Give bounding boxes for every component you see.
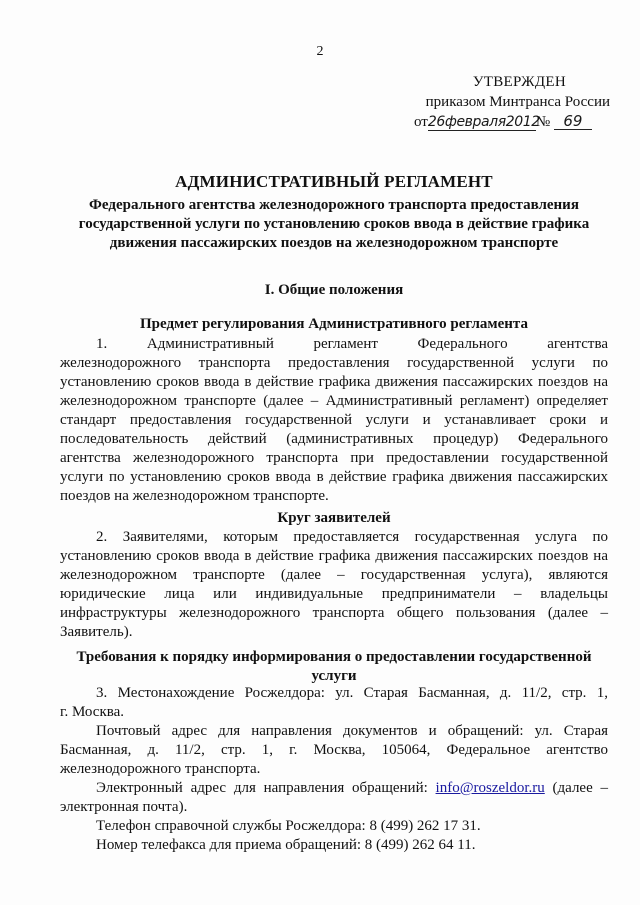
document-title <box>60 172 608 253</box>
paragraph-line: 3. Местонахождение Росжелдора: ул. Старая Басманная, д. 11/2, стр. 1, <box>96 685 608 701</box>
paragraph-line: стандарт предоставления государственной услуги и устанавливает сроки и <box>60 412 608 428</box>
postal-address <box>60 722 608 779</box>
paragraph-line: последовательность действий (административных процедур) Федерального <box>60 431 608 447</box>
paragraph-line: услуги по установлению сроков ввода в действие графика движения пассажирских <box>60 469 608 485</box>
email-line <box>60 779 608 798</box>
title-sub-line: движения пассажирских поездов на железнодорожном транспорте <box>109 235 559 251</box>
paragraph-line: установлению сроков ввода в действие графика движения пассажирских поездов на <box>60 548 608 564</box>
email-link[interactable]: info@roszeldor.ru <box>435 780 545 796</box>
email-paragraph <box>60 779 608 817</box>
paragraph-line: установлению сроков ввода в действие графика движения пассажирских поездов на <box>60 374 608 390</box>
fax-line: Номер телефакса для приема обращений: 8 (499) 262 64 11. <box>96 837 476 853</box>
approved-label: УТВЕРЖДЕН <box>472 74 566 90</box>
title-main: АДМИНИСТРАТИВНЫЙ РЕГЛАМЕНТ <box>175 172 493 191</box>
paragraph-line: г. Москва. <box>60 704 125 720</box>
paragraph-line: 1. Административный регламент Федерального агентства <box>96 336 608 352</box>
paragraph-line: Заявитель). <box>60 624 133 640</box>
paragraph-line: железнодорожного транспорта предоставления государственной услуги по <box>60 355 608 371</box>
title-sub-line: Федерального агентства железнодорожного транспорта предоставления <box>89 197 579 213</box>
fax-paragraph <box>60 836 608 855</box>
paragraph-line: электронная почта). <box>60 799 188 815</box>
paragraph-1 <box>60 335 608 506</box>
paragraph-line: железнодорожного транспорта. <box>60 761 261 777</box>
handwritten-number: 69 <box>554 113 592 130</box>
paragraph-2 <box>60 528 608 642</box>
paragraph-line: агентства железнодорожного транспорта при предоставлении государственной <box>60 450 608 466</box>
date-prefix: от <box>414 114 428 130</box>
email-prefix: Электронный адрес для направления обращений: <box>96 780 428 796</box>
page-number: 2 <box>316 44 324 59</box>
email-suffix: (далее – <box>552 780 609 796</box>
subject-heading: Предмет регулирования Административного регламента <box>140 316 528 332</box>
order-label: приказом Минтранса России <box>425 94 610 110</box>
title-sub-line: государственной услуги по установлению сроков ввода в действие графика <box>78 216 590 232</box>
applicants-heading: Круг заявителей <box>277 510 391 526</box>
paragraph-line: поездов на железнодорожном транспорте. <box>60 488 329 504</box>
section-heading-general: I. Общие положения <box>264 282 404 298</box>
title-subtitle <box>60 196 608 253</box>
informing-heading-line: услуги <box>311 668 357 684</box>
number-prefix: № <box>535 114 551 130</box>
paragraph-line: инфраструктуры железнодорожного транспорта общего пользования (далее – <box>60 605 608 621</box>
paragraph-line: Басманная, д. 11/2, стр. 1, г. Москва, 105064, Федеральное агентство <box>60 742 608 758</box>
order-date-line <box>410 112 610 132</box>
phone-line: Телефон справочной службы Росжелдора: 8 (499) 262 17 31. <box>96 818 481 834</box>
handwritten-date: 26февраля2012 <box>427 114 540 130</box>
paragraph-line: Почтовый адрес для направления документов и обращений: ул. Старая <box>96 723 608 739</box>
informing-heading-line: Требования к порядку информирования о предоставлении государственной <box>76 649 592 665</box>
paragraph-line: железнодорожном транспорте (далее – государственная услуга), являются <box>60 567 608 583</box>
phone-paragraph <box>60 817 608 836</box>
paragraph-line: железнодорожном транспорте (далее – Административный регламент) определяет <box>60 393 608 409</box>
paragraph-line: юридические лица или индивидуальные предприниматели – владельцы <box>60 586 608 602</box>
approval-stamp <box>410 72 610 132</box>
paragraph-3 <box>60 684 608 722</box>
informing-heading <box>60 648 608 686</box>
paragraph-line: 2. Заявителями, которым предоставляется государственная услуга по <box>96 529 608 545</box>
